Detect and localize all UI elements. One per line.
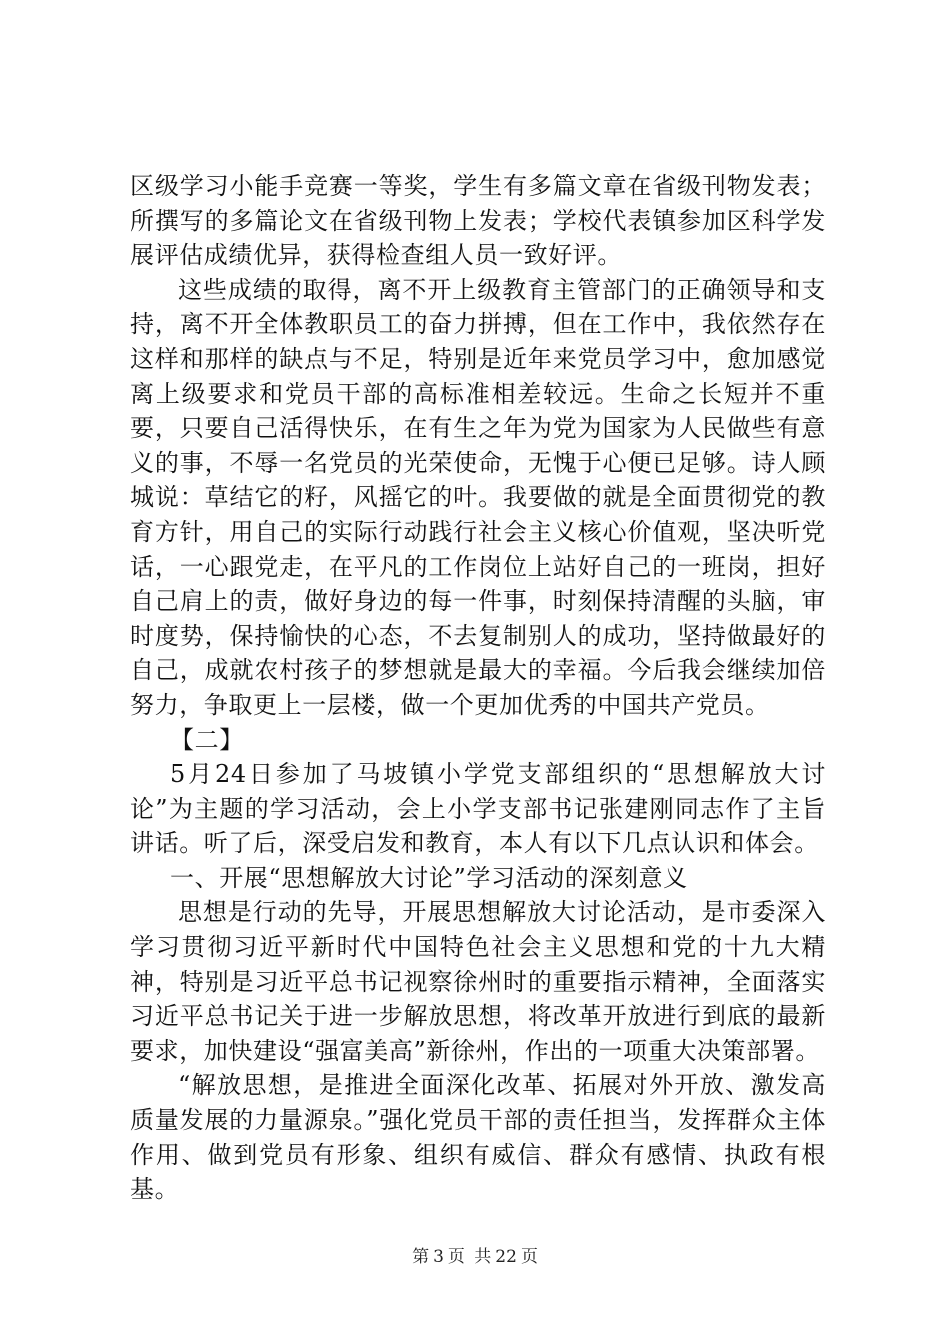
- paragraph-achievements: 这些成绩的取得，离不开上级教育主管部门的正确领导和支持，离不开全体教职员工的奋力拼搏，但在工作中，我依然存在这样和那样的缺点与不足，特别是近年来党员学习中，愈加感觉离上级要求和党员干部的高标准相差较远。生命之长短并不重要，只要自己活得快乐，在有生之年为党为国家为人民做些有意义的事，不辱一名党员的光荣使命，无愧于心便已足够。诗人顾城说：草结它的籽，风摇它的叶。我要做的就是全面贯彻党的教育方针，用自己的实际行动践行社会主义核心价值观，坚决听党话，一心跟党走，在平凡的工作岗位上站好自己的一班岗，担好自己肩上的责，做好身边的每一件事，时刻保持清醒的头脑，审时度势，保持愉快的心态，不去复制别人的成功，坚持做最好的自己，成就农村孩子的梦想就是最大的幸福。今后我会继续加倍努力，争取更上一层楼，做一个更加优秀的中国共产党员。: [130, 275, 826, 719]
- page-prefix: 第: [412, 1247, 430, 1267]
- paragraph-continued: 区级学习小能手竞赛一等奖，学生有多篇文章在省级刊物发表；所撰写的多篇论文在省级刊物上发表；学校代表镇参加区科学发展评估成绩优异，获得检查组人员一致好评。: [130, 172, 826, 270]
- document-body: [130, 169, 826, 1207]
- subheading-significance: 一、开展“思想解放大讨论”学习活动的深刻意义: [170, 863, 688, 892]
- page-suffix: 页: [447, 1247, 465, 1267]
- current-page-number: 3: [433, 1247, 444, 1267]
- page-footer: [0, 1247, 950, 1267]
- total-suffix: 页: [520, 1247, 538, 1267]
- paragraph-thought: 思想是行动的先导，开展思想解放大讨论活动，是市委深入学习贯彻习近平新时代中国特色社会主义思想和党的十九大精神，特别是习近平总书记视察徐州时的重要指示精神，全面落实习近平总书记关于进一步解放思想，将改革开放进行到底的最新要求，加快建设“强富美高”新徐州，作出的一项重大决策部署。: [130, 898, 826, 1065]
- paragraph-liberation: “解放思想，是推进全面深化改革、拓展对外开放、激发高质量发展的力量源泉。”强化党员干部的责任担当，发挥群众主体作用、做到党员有形象、组织有威信、群众有感情、执政有根基。: [130, 1071, 826, 1204]
- paragraph-meeting: 5月24日参加了马坡镇小学党支部组织的“思想解放大讨论”为主题的学习活动，会上小学支部书记张建刚同志作了主旨讲话。听了后，深受启发和教育，本人有以下几点认识和体会。: [130, 760, 826, 858]
- section-heading-two: 【二】: [170, 725, 244, 754]
- total-prefix: 共: [474, 1247, 492, 1267]
- total-page-count: 22: [495, 1247, 517, 1267]
